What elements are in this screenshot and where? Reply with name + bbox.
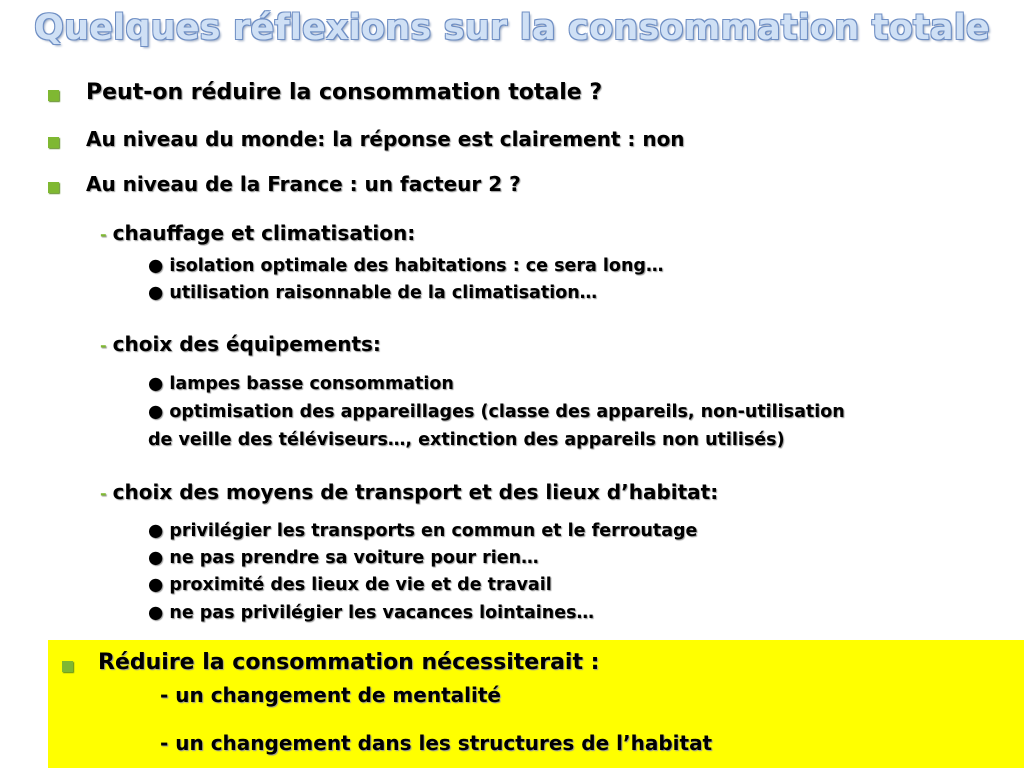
section-heading-transport <box>100 480 718 504</box>
list-item: de veille des téléviseurs…, extinction des appareils non utilisés) <box>148 430 785 450</box>
slide-title: Quelques réflexions sur la consommation totale <box>34 8 990 48</box>
list-item: ● optimisation des appareillages (classe des appareils, non-utilisation <box>148 402 845 422</box>
bullet-france: Au niveau de la France : un facteur 2 ? <box>86 172 521 196</box>
bullet-question: Peut-on réduire la consommation totale ? <box>86 80 603 105</box>
square-bullet-icon <box>62 661 73 672</box>
conclusion-item: - un changement dans les structures de l’habitat <box>160 731 713 755</box>
list-item: ● ne pas privilégier les vacances lointaines… <box>148 603 595 623</box>
square-bullet-icon <box>48 90 59 101</box>
list-item: ● isolation optimale des habitations : ce sera long… <box>148 256 664 276</box>
dash-marker: - <box>100 225 107 244</box>
section-heading-heating <box>100 221 415 245</box>
square-bullet-icon <box>48 182 59 193</box>
square-bullet-icon <box>48 137 59 148</box>
section-heading-text: chauffage et climatisation: <box>112 221 416 245</box>
conclusion-item: - un changement de mentalité <box>160 683 501 707</box>
list-item: ● lampes basse consommation <box>148 374 454 394</box>
section-heading-equipment <box>100 332 381 356</box>
dash-marker: - <box>100 484 107 503</box>
bullet-world: Au niveau du monde: la réponse est clairement : non <box>86 127 685 151</box>
conclusion-heading: Réduire la consommation nécessiterait : <box>98 650 600 675</box>
section-heading-text: choix des équipements: <box>112 332 381 356</box>
list-item: ● privilégier les transports en commun et le ferroutage <box>148 521 698 541</box>
list-item: ● utilisation raisonnable de la climatisation… <box>148 283 598 303</box>
list-item: ● proximité des lieux de vie et de travail <box>148 575 552 595</box>
list-item: ● ne pas prendre sa voiture pour rien… <box>148 548 539 568</box>
section-heading-text: choix des moyens de transport et des lieux d’habitat: <box>112 480 719 504</box>
dash-marker: - <box>100 336 107 355</box>
